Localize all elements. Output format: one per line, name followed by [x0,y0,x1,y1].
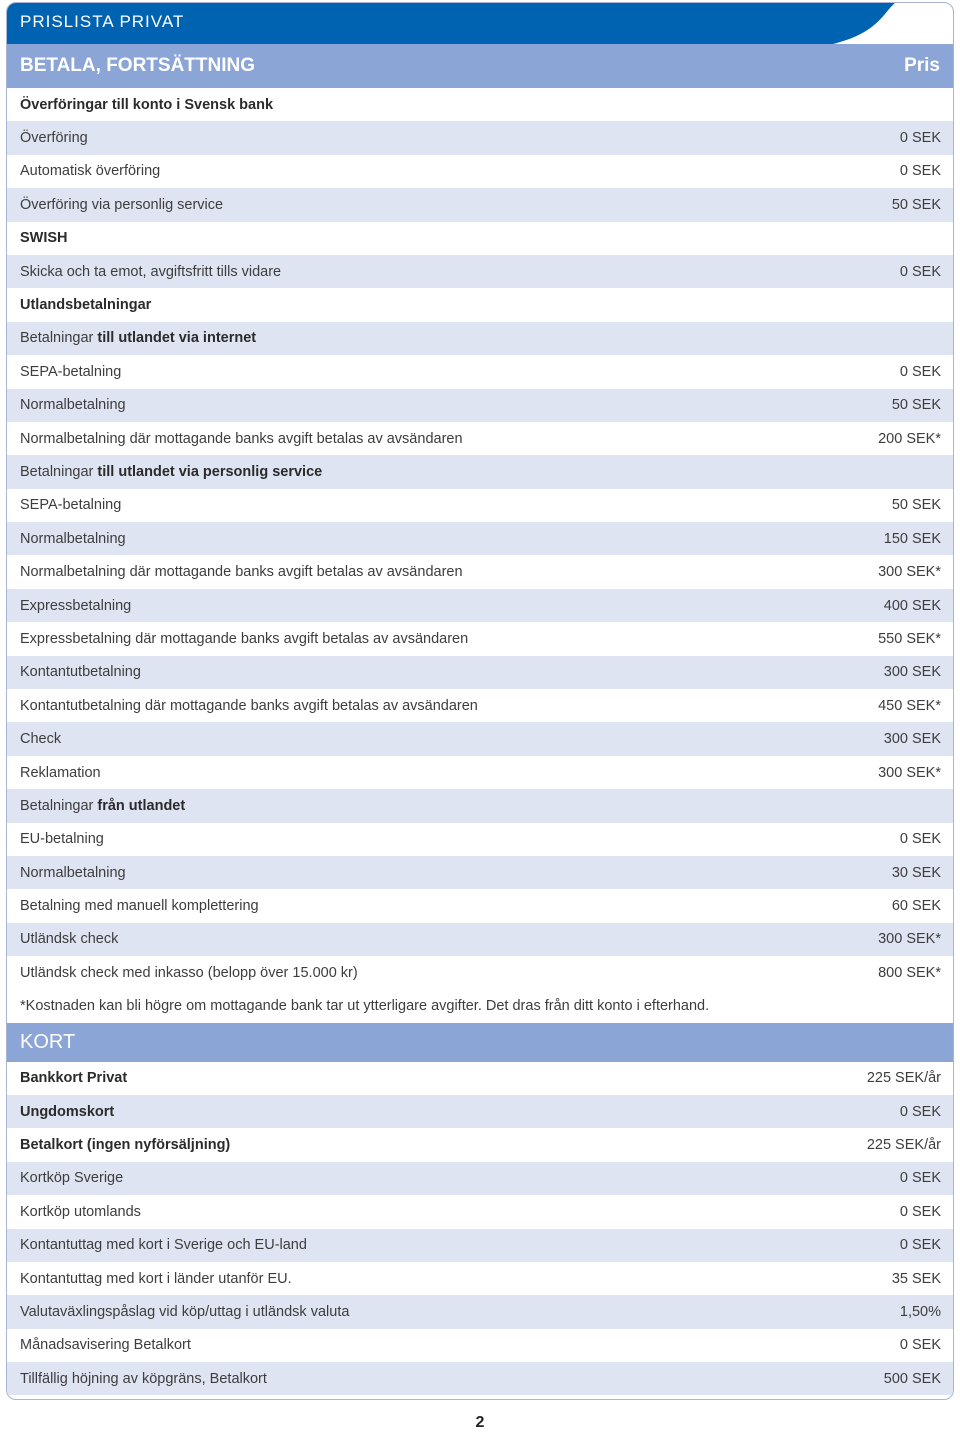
section-title: BETALA, FORTSÄTTNING [20,55,256,76]
section-title: KORT [20,1030,76,1053]
table-row [7,789,953,822]
row-price: 300 SEK [883,731,941,748]
row-price: 300 SEK* [878,764,941,781]
row-price: 200 SEK* [878,430,941,447]
row-label-text: Betalningar [20,330,98,347]
row-label-text: Expressbetalning [20,597,132,614]
table-row [7,188,953,221]
row-price: 300 SEK [883,664,941,681]
row-price: 800 SEK* [878,964,941,981]
row-label [20,197,223,213]
table-row [7,1362,953,1395]
table-row [7,1295,953,1328]
row-label [20,931,118,947]
table-row [7,1229,953,1262]
table-row [7,823,953,856]
row-label-bold: Ungdomskort [20,1103,115,1120]
header-swoosh-decoration [823,3,953,44]
table-row [7,155,953,188]
table-row [7,522,953,555]
row-label [20,1371,267,1387]
table-row [7,956,953,989]
row-label-bold: till utlandet via internet [97,330,257,347]
row-label [20,1137,230,1153]
row-label-text: SEPA-betalning [20,363,122,380]
table-row [7,455,953,488]
table-row [7,1262,953,1295]
row-label [20,97,273,113]
table-row [7,1095,953,1128]
table-row [7,1329,953,1362]
row-label-text: Valutaväxlingspåslag vid köp/uttag i utländsk valuta [20,1303,350,1320]
row-price: 225 SEK/år [866,1070,941,1087]
row-label [20,698,478,714]
row-label-bold: Betalkort (ingen nyförsäljning) [20,1137,231,1154]
row-label-text: Kontantuttag med kort i Sverige och EU-land [20,1237,307,1254]
table-row [7,722,953,755]
table-row [7,555,953,588]
row-label-text: Tillfällig höjning av köpgräns, Betalkort [20,1370,267,1387]
row-label [20,1104,114,1120]
table-row [7,288,953,321]
row-price: 0 SEK [899,263,941,280]
row-price: 0 SEK [899,1203,941,1220]
row-label-bold: Bankkort Privat [20,1070,128,1087]
row-label-text: Kontantuttag med kort i länder utanför EU. [20,1270,292,1287]
header-band [7,3,953,44]
price-list-page [6,2,954,1400]
row-label-bold: Överföringar till konto i Svensk bank [20,96,274,113]
row-label [20,431,463,447]
row-price: 0 SEK [899,363,941,380]
price-table-betala [7,88,953,990]
table-row [7,689,953,722]
table-row [7,1195,953,1228]
row-label [20,765,101,781]
row-label [20,531,126,547]
row-label-bold: Utlandsbetalningar [20,297,152,314]
row-price: 450 SEK* [878,697,941,714]
row-label [20,798,185,814]
table-row [7,88,953,121]
row-label-bold: från utlandet [97,797,186,814]
row-label-text: Överföring via personlig service [20,196,224,213]
table-row [7,255,953,288]
row-label-text: Skicka och ta emot, avgiftsfritt tills vidare [20,263,282,280]
row-label [20,831,104,847]
table-row [7,121,953,154]
row-label-text: Normalbetalning [20,530,126,547]
row-price: 400 SEK [883,597,941,614]
row-label-text: Expressbetalning där mottagande banks avgift betalas av avsändaren [20,630,469,647]
document-title: PRISLISTA PRIVAT [20,12,185,31]
row-label-text: Kortköp Sverige [20,1170,124,1187]
row-label [20,731,61,747]
row-label-text: Överföring [20,130,88,147]
table-row [7,923,953,956]
row-label [20,297,151,313]
row-label [20,230,68,246]
row-label-text: Kontantutbetalning där mottagande banks avgift betalas av avsändaren [20,697,478,714]
row-label-text: Kortköp utomlands [20,1203,141,1220]
row-label-text: Normalbetalning [20,397,126,414]
row-label [20,965,358,981]
row-label [20,163,160,179]
table-row [7,422,953,455]
row-label-text: Utländsk check med inkasso (belopp över 15.000 kr) [20,964,358,981]
row-label-text: Normalbetalning [20,864,126,881]
row-label [20,264,281,280]
row-price: 0 SEK [899,1337,941,1354]
row-price: 0 SEK [899,831,941,848]
table-row [7,389,953,422]
row-label-text: Betalningar [20,463,98,480]
section-header-kort [7,1023,953,1062]
row-price: 0 SEK [899,1103,941,1120]
row-label [20,1170,123,1186]
row-label-text: Betalning med manuell komplettering [20,898,259,915]
table-row [7,322,953,355]
row-label [20,631,468,647]
table-row [7,889,953,922]
row-label-text: Normalbetalning där mottagande banks avgift betalas av avsändaren [20,430,463,447]
row-label [20,898,259,914]
row-label-text: Normalbetalning där mottagande banks avgift betalas av avsändaren [20,564,463,581]
row-price: 0 SEK [899,1237,941,1254]
row-label [20,598,131,614]
row-label [20,1271,292,1287]
row-label [20,865,126,881]
row-price: 0 SEK [899,1170,941,1187]
row-label-text: SEPA-betalning [20,497,122,514]
page-number: 2 [475,1414,485,1431]
footnote: *Kostnaden kan bli högre om mottagande bank tar ut ytterligare avgifter. Det dras från ditt konto i efterhand. [7,990,953,1023]
row-label [20,1304,349,1320]
row-label-text: Kontantutbetalning [20,664,141,681]
row-label [20,497,121,513]
table-row [7,622,953,655]
row-label [20,564,463,580]
price-table-kort [7,1062,953,1396]
row-label [20,1337,191,1353]
row-price: 150 SEK [883,530,941,547]
row-price: 50 SEK [891,196,941,213]
row-label [20,1204,141,1220]
price-column-header: Pris [904,55,940,76]
row-label-bold: till utlandet via personlig service [97,463,323,480]
row-label-text: Betalningar [20,797,98,814]
row-label-text: Reklamation [20,764,101,781]
row-label [20,397,126,413]
row-price: 50 SEK [891,497,941,514]
table-row [7,222,953,255]
section-header-betala [7,44,953,88]
row-label-text: Utländsk check [20,931,119,948]
row-label-text: Månadsavisering Betalkort [20,1337,191,1354]
row-label [20,1237,307,1253]
row-price: 60 SEK [891,898,941,915]
table-row [7,656,953,689]
row-price: 35 SEK [891,1270,941,1287]
row-price: 550 SEK* [878,630,941,647]
row-price: 225 SEK/år [866,1137,941,1154]
row-label [20,1070,127,1086]
table-row [7,856,953,889]
row-price: 30 SEK [891,864,941,881]
table-row [7,1128,953,1161]
table-row [7,589,953,622]
row-label-text: Automatisk överföring [20,163,161,180]
row-label [20,364,121,380]
row-price: 500 SEK [883,1370,941,1387]
row-price: 0 SEK [899,130,941,147]
row-price: 1,50% [899,1303,941,1320]
row-label-bold: SWISH [20,230,68,247]
row-price: 0 SEK [899,163,941,180]
table-row [7,1162,953,1195]
row-price: 300 SEK* [878,564,941,581]
row-label [20,130,88,146]
table-row [7,355,953,388]
table-row [7,489,953,522]
row-label [20,664,141,680]
table-row [7,1062,953,1095]
row-price: 50 SEK [891,397,941,414]
row-label-text: EU-betalning [20,831,104,848]
row-price: 300 SEK* [878,931,941,948]
table-row [7,756,953,789]
row-label [20,330,256,346]
row-label-text: Check [20,731,62,748]
row-label [20,464,322,480]
